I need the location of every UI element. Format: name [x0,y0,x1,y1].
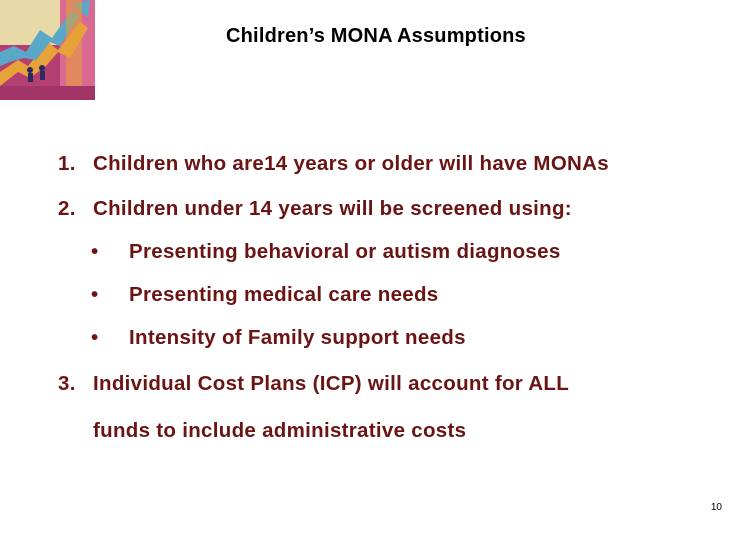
list-number: 2. [58,197,76,220]
list-number: 1. [58,152,76,175]
list-text: Children who are14 years or older will have MONAs [93,152,609,175]
bullet-text: Intensity of Family support needs [129,326,466,349]
list-text: Children under 14 years will be screened using: [93,197,572,220]
list-text: Individual Cost Plans (ICP) will account for ALL [93,372,570,395]
bullet-text: Presenting medical care needs [129,283,439,306]
list-number: 3. [58,372,76,395]
bullet-icon: • [91,326,99,349]
bullet-icon: • [91,283,99,306]
list-text: funds to include administrative costs [93,419,467,442]
bullet-text: Presenting behavioral or autism diagnoses [129,240,561,263]
bullet-icon: • [91,240,99,263]
growth-chart-clipart-icon [0,0,95,100]
slide-title: Children’s MONA Assumptions [226,25,526,47]
page-number: 10 [710,502,722,513]
